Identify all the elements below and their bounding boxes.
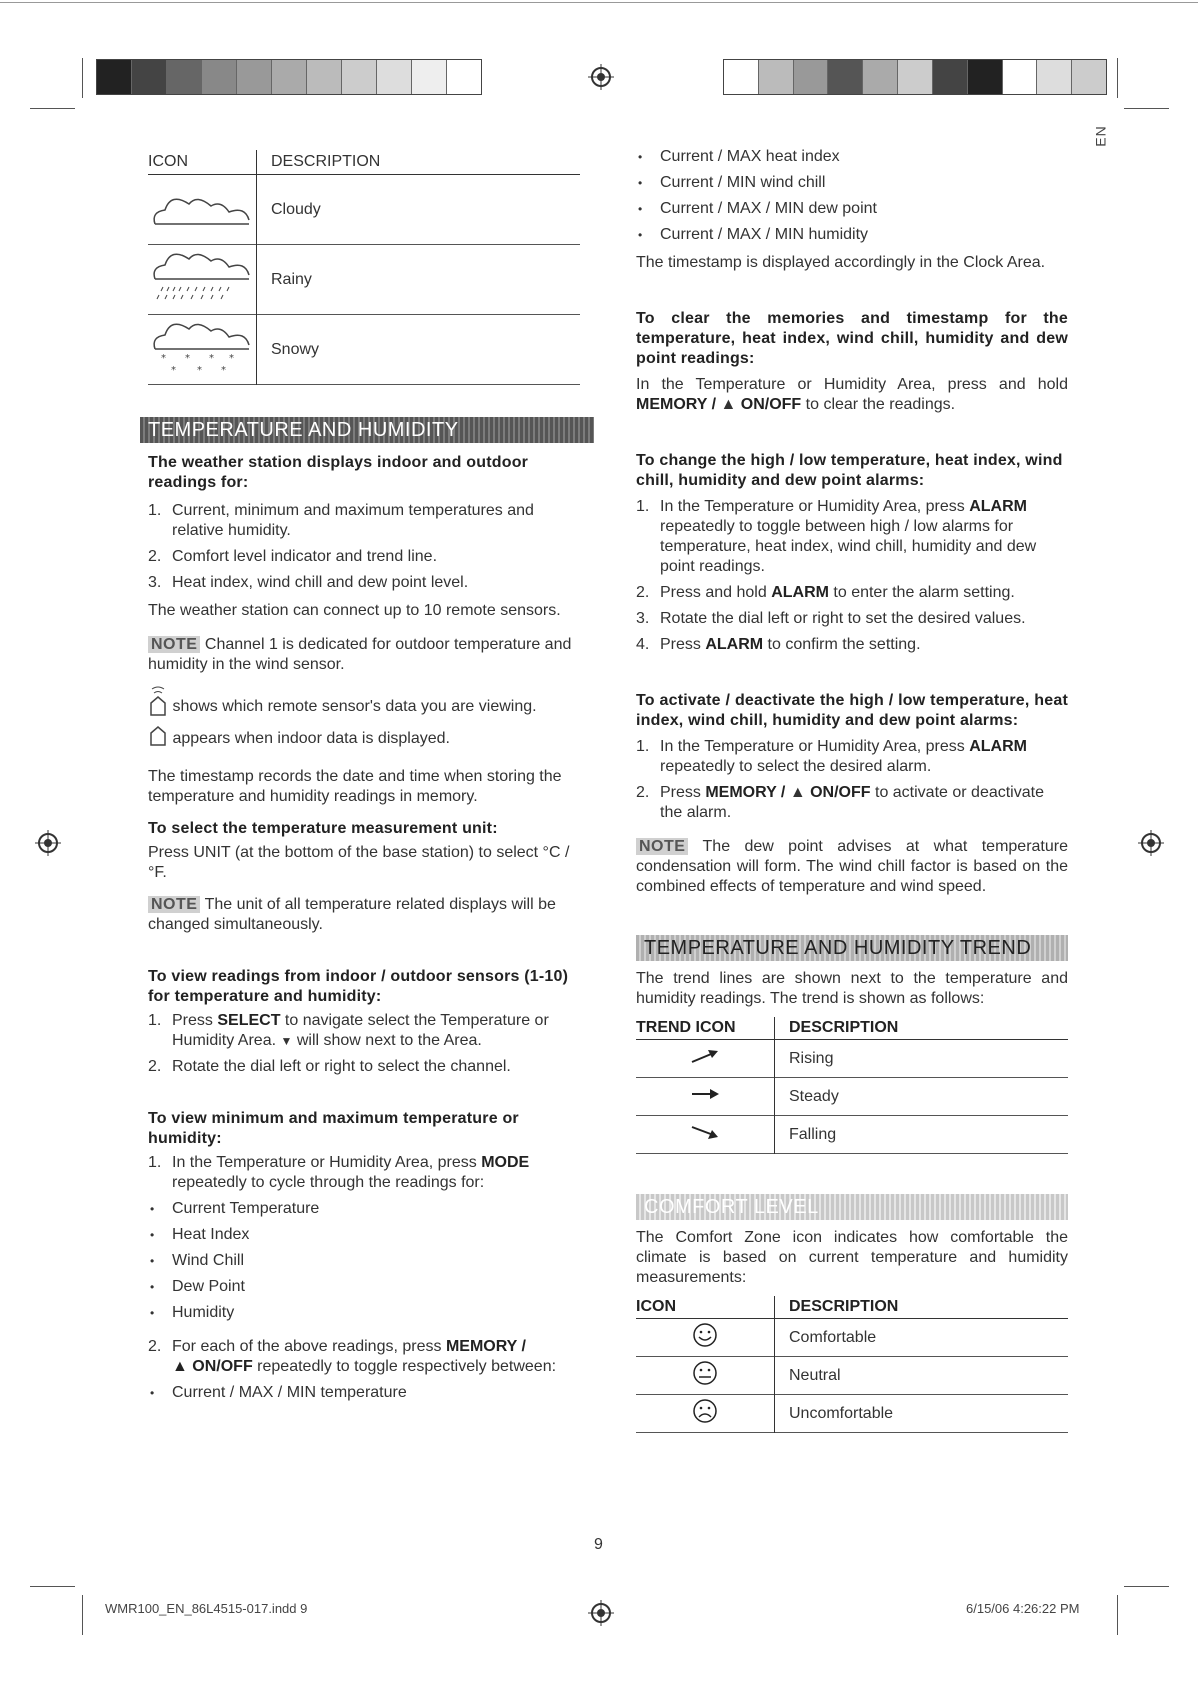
paragraph: The Comfort Zone icon indicates how comfortable the climate is based on current temperature and humidity measurements: — [636, 1229, 1068, 1286]
list-item: • Current / MAX / MIN dew point — [636, 199, 1068, 219]
table-cell: Comfortable — [775, 1319, 1069, 1357]
table-header: TREND ICON — [636, 1019, 736, 1036]
activate-alarm-steps — [636, 737, 1068, 823]
registration-mark-icon — [1138, 830, 1164, 856]
note-paragraph: NOTE The unit of all temperature related displays will be changed simultaneously. — [148, 896, 556, 933]
list-item: • Current / MAX / MIN temperature — [148, 1383, 580, 1403]
registration-mark-icon — [588, 64, 614, 90]
snowy-icon — [148, 315, 257, 385]
svg-text:*: * — [229, 352, 234, 364]
crop-mark — [30, 1586, 75, 1587]
subheading: To activate / deactivate the high / low temperature, heat index, wind chill, humidity and dew point alarms: — [636, 692, 1068, 729]
list-item: 1. Press SELECT to navigate select the Temperature or Humidity Area. ▼ will show next to the Area. — [148, 1012, 549, 1049]
registration-mark-icon — [35, 830, 61, 856]
svg-text:*: * — [221, 364, 226, 376]
table-cell: Cloudy — [257, 175, 581, 245]
list-item: 1. In the Temperature or Humidity Area, press ALARM repeatedly to toggle between high / low alarms for temperature, heat index, wind chill, humidity and dew point readings. — [636, 498, 1037, 575]
reading-types-list — [148, 1199, 580, 1323]
color-calibration-bar-right — [723, 59, 1107, 95]
paragraph: The timestamp records the date and time when storing the temperature and humidity readings in memory. — [148, 768, 562, 805]
list-item: 3. Rotate the dial left or right to set the desired values. — [636, 610, 1026, 627]
change-alarm-steps — [636, 497, 1068, 655]
list-item: 2. Comfort level indicator and trend line. — [148, 548, 438, 565]
table-cell: Uncomfortable — [775, 1395, 1069, 1433]
subheading: To view minimum and maximum temperature or humidity: — [148, 1110, 519, 1147]
section-title-trend: TEMPERATURE AND HUMIDITY TREND — [636, 935, 1068, 961]
list-item: 4. Press ALARM to confirm the setting. — [636, 636, 921, 653]
subheading: To clear the memories and timestamp for the temperature, heat index, wind chill, humidity and dew point readings: — [636, 310, 1068, 367]
table-cell: Steady — [775, 1078, 1069, 1116]
list-item: • Current / MAX / MIN humidity — [636, 225, 1068, 245]
section-title-temperature: TEMPERATURE AND HUMIDITY — [140, 417, 594, 443]
rainy-icon — [148, 245, 257, 315]
section-title-comfort: COMFORT LEVEL — [636, 1194, 1068, 1220]
table-header: ICON — [148, 153, 188, 170]
smile-face-icon — [636, 1319, 775, 1357]
alarm-bell-icon: ▲ — [172, 1358, 188, 1375]
list-item: 2. Press MEMORY / ▲ ON/OFF to activate or deactivate the alarm. — [636, 784, 1044, 821]
list-item: • Heat Index — [148, 1225, 580, 1245]
paragraph: The weather station can connect up to 10 remote sensors. — [148, 602, 561, 619]
crop-mark — [1124, 108, 1169, 109]
paragraph: The timestamp is displayed accordingly in the Clock Area. — [636, 254, 1046, 271]
arrow-down-right-icon — [636, 1116, 775, 1154]
page-number: 9 — [594, 1536, 603, 1553]
list-item: 1. Current, minimum and maximum temperatures and relative humidity. — [148, 502, 534, 539]
minmax-steps-2 — [148, 1337, 580, 1377]
crop-mark — [1117, 1595, 1118, 1635]
frown-face-icon — [636, 1395, 775, 1433]
svg-text:*: * — [185, 352, 190, 364]
registration-mark-icon — [588, 1600, 614, 1626]
paragraph: shows which remote sensor's data you are viewing. — [148, 685, 580, 717]
language-tab: EN — [1092, 125, 1109, 147]
color-calibration-bar-left — [96, 59, 482, 95]
list-item: 2. Rotate the dial left or right to select the channel. — [148, 1058, 511, 1075]
list-item: • Humidity — [148, 1303, 580, 1323]
svg-text:*: * — [197, 364, 202, 376]
paragraph: Press UNIT (at the bottom of the base station) to select °C / °F. — [148, 844, 570, 881]
weather-icon-table — [148, 150, 580, 385]
view-steps — [148, 1011, 580, 1077]
footer-filename: WMR100_EN_86L4515-017.indd 9 — [105, 1601, 308, 1616]
crop-mark — [1117, 58, 1118, 98]
list-item: • Current / MAX heat index — [636, 147, 1068, 167]
right-column — [636, 147, 1068, 1433]
left-column — [148, 150, 580, 1411]
table-header: DESCRIPTION — [775, 1296, 1069, 1319]
paragraph: appears when indoor data is displayed. — [148, 725, 580, 749]
crop-mark — [30, 108, 75, 109]
footer-timestamp: 6/15/06 4:26:22 PM — [966, 1601, 1080, 1616]
remote-sensor-icon — [148, 685, 168, 717]
subheading: To view readings from indoor / outdoor sensors (1-10) for temperature and humidity: — [148, 968, 569, 1005]
list-item: • Current Temperature — [148, 1199, 580, 1219]
comfort-icon-table — [636, 1296, 1068, 1433]
cloudy-icon — [148, 175, 257, 245]
trend-icon-table — [636, 1017, 1068, 1154]
list-item: • Wind Chill — [148, 1251, 580, 1271]
paragraph: In the Temperature or Humidity Area, press and hold MEMORY / ▲ ON/OFF to clear the readings. — [636, 376, 1068, 413]
minmax-steps — [148, 1153, 580, 1193]
list-item: 2. For each of the above readings, press MEMORY / ▲ ON/OFF repeatedly to toggle respectively between: — [148, 1338, 557, 1375]
indoor-home-icon — [148, 725, 168, 747]
subheading: To select the temperature measurement unit: — [148, 820, 498, 837]
crop-mark — [82, 1595, 83, 1635]
table-header: DESCRIPTION — [775, 1017, 1069, 1040]
intro-heading: The weather station displays indoor and outdoor readings for: — [148, 454, 529, 491]
table-cell: Falling — [775, 1116, 1069, 1154]
table-cell: Neutral — [775, 1357, 1069, 1395]
arrow-right-icon — [636, 1078, 775, 1116]
paragraph: The trend lines are shown next to the temperature and humidity readings. The trend is shown as follows: — [636, 970, 1068, 1007]
note-paragraph: NOTE The dew point advises at what temperature condensation will form. The wind chill factor is based on the combined effects of temperature and wind speed. — [636, 838, 1068, 895]
svg-text:*: * — [161, 352, 166, 364]
list-item: 1. In the Temperature or Humidity Area, press MODE repeatedly to cycle through the readings for: — [148, 1154, 530, 1191]
alarm-bell-icon: ▲ — [789, 784, 806, 801]
table-header: ICON — [636, 1298, 676, 1315]
table-cell: Rising — [775, 1040, 1069, 1078]
list-item: 1. In the Temperature or Humidity Area, press ALARM repeatedly to select the desired alarm. — [636, 738, 1027, 775]
table-header: DESCRIPTION — [257, 150, 581, 175]
arrow-up-right-icon — [636, 1040, 775, 1078]
toggle-list-left — [148, 1383, 580, 1403]
list-item: 3. Heat index, wind chill and dew point level. — [148, 574, 469, 591]
crop-mark — [1124, 1586, 1169, 1587]
table-cell: Rainy — [257, 245, 581, 315]
note-paragraph: NOTE Channel 1 is dedicated for outdoor temperature and humidity in the wind sensor. — [148, 636, 572, 673]
alarm-bell-icon: ▲ — [720, 396, 737, 413]
top-edge-line — [0, 2, 1198, 3]
svg-text:*: * — [209, 352, 214, 364]
subheading: To change the high / low temperature, heat index, wind chill, humidity and dew point alarms: — [636, 452, 1063, 489]
readings-list — [148, 501, 580, 593]
list-item: 2. Press and hold ALARM to enter the alarm setting. — [636, 584, 1015, 601]
neutral-face-icon — [636, 1357, 775, 1395]
table-cell: Snowy — [257, 315, 581, 385]
crop-mark — [82, 58, 83, 98]
svg-text:*: * — [171, 364, 176, 376]
toggle-list-right — [636, 147, 1068, 245]
list-item: • Dew Point — [148, 1277, 580, 1297]
list-item: • Current / MIN wind chill — [636, 173, 1068, 193]
selector-arrow-icon: ▼ — [280, 1034, 293, 1048]
